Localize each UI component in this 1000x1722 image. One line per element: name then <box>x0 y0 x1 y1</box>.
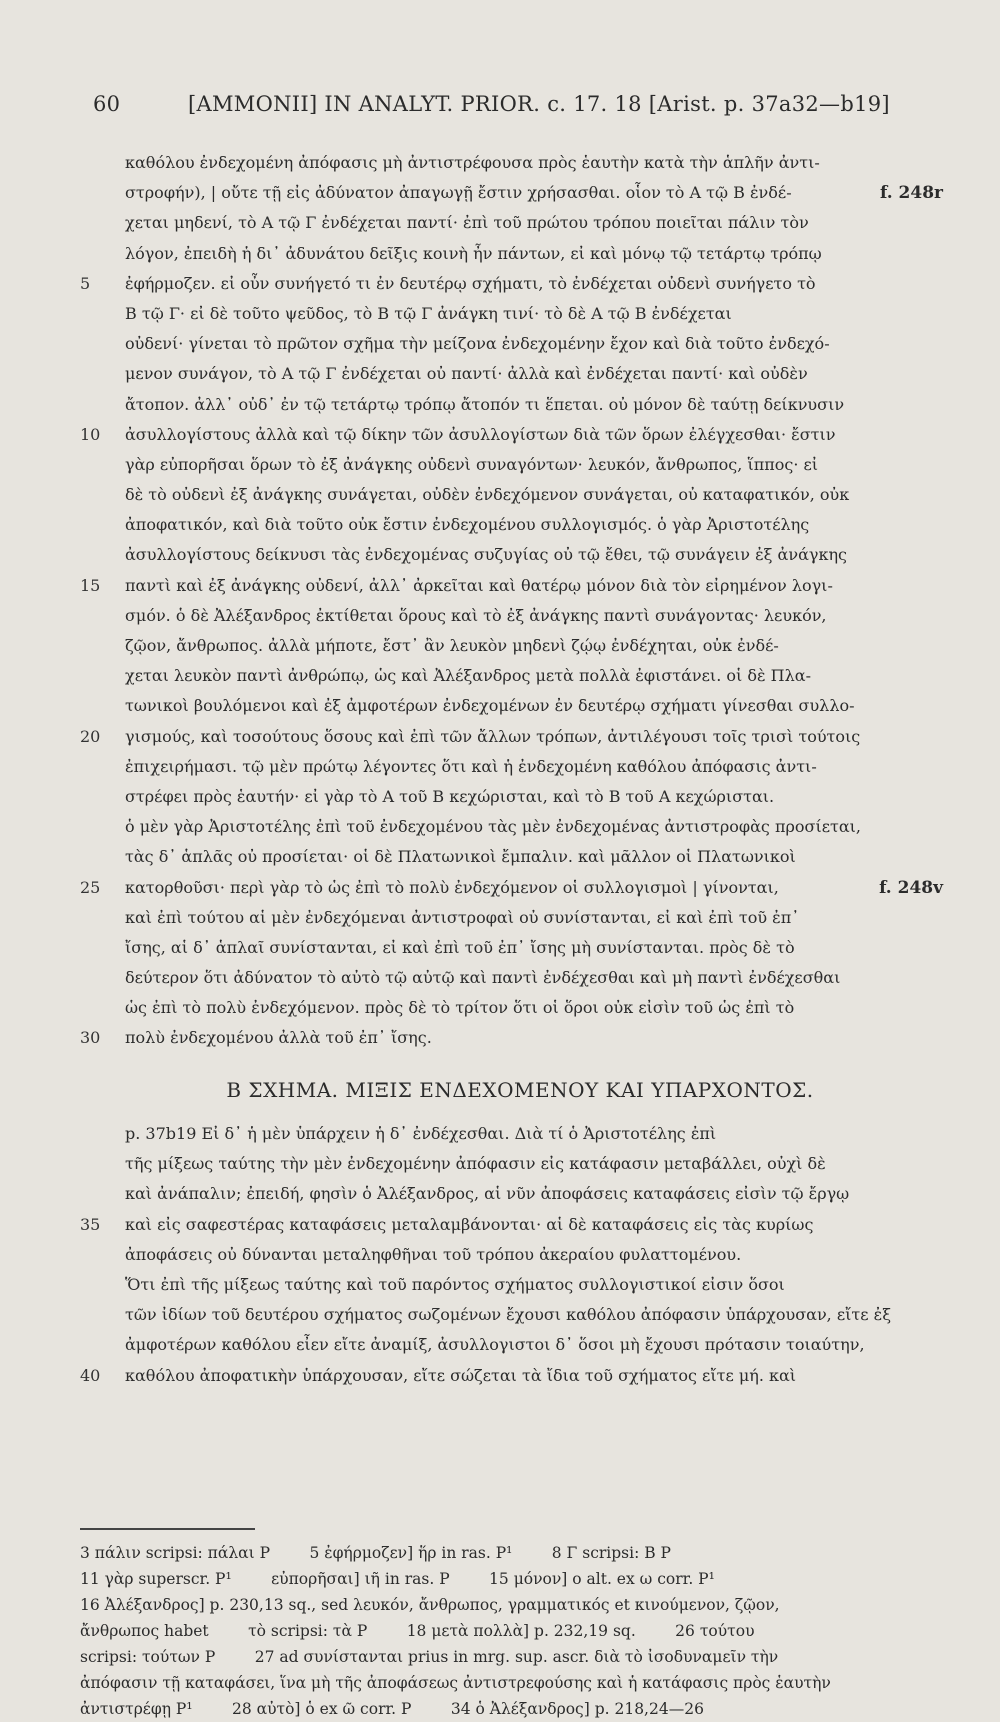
text-line <box>125 540 915 570</box>
footnote-line: ἀντιστρέφῃ P¹ 28 αὐτὸ] ὁ ex ῶ corr. P 34 ὁ Ἀλέξανδρος] p. 218,24—26 <box>80 1700 704 1718</box>
line-text: ζῷον, ἄνθρωπος. ἀλλὰ μήποτε, ἔστ᾽ ἂν λευκὸν μηδενὶ ζῴῳ ἐνδέχηται, οὐκ ἐνδέ- <box>125 636 779 655</box>
text-line <box>125 450 915 480</box>
line-text: χεται μηδενί, τὸ Α τῷ Γ ἐνδέχεται παντί· ἐπὶ τοῦ πρώτου τρόπου ποιεῖται πάλιν τὸν <box>125 213 809 233</box>
line-text: στρέφει πρὸς ἑαυτήν· εἰ γὰρ τὸ Α τοῦ Β κεχώρισται, καὶ τὸ Β τοῦ Α κεχώρισται. <box>125 786 775 806</box>
line-text: καὶ εἰς σαφεστέρας καταφάσεις μεταλαμβάνονται· αἱ δὲ καταφάσεις εἰς τὰς κυρίως <box>125 1214 814 1234</box>
text-line <box>125 208 915 238</box>
footnote-line: ἀπόφασιν τῇ καταφάσει, ἵνα μὴ τῆς ἀποφάσεως ἀντιστρεφούσης καὶ ἡ κατάφασις πρὸς ἑαυτὴν <box>80 1674 831 1692</box>
line-text: ἀμφοτέρων καθόλου εἶεν εἴτε ἀναμίξ, ἀσυλλογιστοι δ᾽ ὅσοι μὴ ἔχουσι πρότασιν τοιαύτην, <box>125 1335 865 1355</box>
line-text: ἐφήρμοζεν. εἰ οὖν συνήγετό τι ἐν δευτέρῳ σχήματι, τὸ ἐνδέχεται οὐδενὶ συνήγετο τὸ <box>125 273 816 293</box>
line-number: 15 <box>80 575 101 595</box>
text-line <box>125 1330 915 1360</box>
line-text: δεύτερον ὅτι ἀδύνατον τὸ αὐτὸ τῷ αὐτῷ καὶ παντὶ ἐνδέχεσθαι καὶ μὴ παντὶ ἐνδέχεσθαι <box>125 968 841 988</box>
text-line <box>125 1240 915 1270</box>
line-text: στροφήν), | οὔτε τῇ εἰς ἀδύνατον ἀπαγωγῇ ἔστιν χρήσασθαι. οἷον τὸ Α τῷ Β ἐνδέ- <box>125 183 792 203</box>
text-line <box>125 510 915 540</box>
text-line <box>125 299 915 329</box>
line-text: χεται λευκὸν παντὶ ἀνθρώπῳ, ὡς καὶ Ἀλέξανδρος μετὰ πολλὰ ἐφιστάνει. οἱ δὲ Πλα- <box>125 666 811 686</box>
text-line <box>125 1300 915 1330</box>
line-text: καὶ ἐπὶ τούτου αἱ μὲν ἐνδεχόμεναι ἀντιστροφαὶ οὐ συνίστανται, εἰ καὶ ἐπὶ τοῦ ἐπ᾽ <box>125 907 800 927</box>
line-number: 5 <box>80 273 91 293</box>
line-text: p. 37b19 Εἰ δ᾽ ἡ μὲν ὑπάρχειν ἡ δ᾽ ἐνδέχεσθαι. Διὰ τί ὁ Ἀριστοτέλης ἐπὶ <box>125 1124 717 1143</box>
text-line <box>80 269 915 299</box>
line-text: ἄτοπον. ἀλλ᾽ οὐδ᾽ ἐν τῷ τετάρτῳ τρόπῳ ἄτοπόν τι ἕπεται. οὐ μόνον δὲ ταύτῃ δείκνυσιν <box>125 394 845 414</box>
text-line <box>125 1119 915 1149</box>
page-header <box>93 92 933 122</box>
text-line <box>125 993 915 1023</box>
text-line <box>80 1023 915 1053</box>
footnote-line: ἄνθρωπος habet τὸ scripsi: τὰ P 18 μετὰ πολλὰ] p. 232,19 sq. 26 τούτου <box>80 1622 755 1640</box>
apparatus-criticus <box>80 1540 920 1722</box>
text-line <box>125 963 915 993</box>
line-text: τωνικοὶ βουλόμενοι καὶ ἐξ ἀμφοτέρων ἐνδεχομένων ἐν δευτέρῳ σχήματι γίνεσθαι συλλο- <box>125 696 855 716</box>
line-text: κατορθοῦσι· περὶ γὰρ τὸ ὡς ἐπὶ τὸ πολὺ ἐνδεχόμενον οἱ συλλογισμοὶ | γίνονται, <box>125 877 779 897</box>
running-title: [AMMONII] IN ANALYT. PRIOR. c. 17. 18 [Arist. p. 37a32—b19] <box>188 92 890 116</box>
footnote-rule <box>80 1528 255 1530</box>
text-line <box>125 148 915 178</box>
line-text: παντὶ καὶ ἐξ ἀνάγκης οὐδενί, ἀλλ᾽ ἀρκεῖται καὶ θατέρῳ μόνον διὰ τὸν εἰρημένον λογι- <box>125 575 833 595</box>
footnote-line: scripsi: τούτων P 27 ad συνίστανται prius in mrg. sup. ascr. διὰ τὸ ἰσοδυναμεῖν τὴν <box>80 1648 779 1666</box>
line-text: ἀσυλλογίστους ἀλλὰ καὶ τῷ δίκην τῶν ἀσυλλογίστων διὰ τῶν ὅρων ἐλέγχεσθαι· ἔστιν <box>125 424 836 444</box>
line-text: ἐπιχειρήμασι. τῷ μὲν πρώτῳ λέγοντες ὅτι καὶ ἡ ἐνδεχομένη καθόλου ἀπόφασις ἀντι- <box>125 756 817 776</box>
line-number: 25 <box>80 877 101 897</box>
line-number: 40 <box>80 1365 101 1385</box>
text-line <box>125 1179 915 1209</box>
text-line <box>80 1210 915 1240</box>
line-text: δὲ τὸ οὐδενὶ ἐξ ἀνάγκης συνάγεται, οὐδὲν ἐνδεχόμενον συνάγεται, οὐ καταφατικόν, οὐκ <box>125 485 850 505</box>
text-line <box>125 842 915 872</box>
line-number: 35 <box>80 1214 101 1234</box>
line-text: Β τῷ Γ· εἰ δὲ τοῦτο ψεῦδος, τὸ Β τῷ Γ ἀνάγκη τινί· τὸ δὲ Α τῷ Β ἐνδέχεται <box>125 303 732 323</box>
text-line <box>125 661 915 691</box>
text-line <box>125 601 915 631</box>
section-heading: B ΣΧΗΜΑ. ΜΙΞΙΣ ΕΝΔΕΧΟΜΕΝΟΥ ΚΑΙ ΥΠΑΡΧΟΝΤΟΣ. <box>226 1078 814 1102</box>
text-line <box>125 691 915 721</box>
line-text: μενον συνάγον, τὸ Α τῷ Γ ἐνδέχεται οὐ παντί· ἀλλὰ καὶ ἐνδέχεται παντί· καὶ οὐδὲν <box>125 364 808 384</box>
line-text: τὰς δ᾽ ἁπλᾶς οὐ προσίεται· οἱ δὲ Πλατωνικοὶ ἔμπαλιν. καὶ μᾶλλον οἱ Πλατωνικοὶ <box>125 847 796 867</box>
text-line <box>80 873 943 903</box>
text-line <box>125 782 915 812</box>
line-text: τῆς μίξεως ταύτης τὴν μὲν ἐνδεχομένην ἀπόφασιν εἰς κατάφασιν μεταβάλλει, οὐχὶ δὲ <box>125 1154 826 1174</box>
line-text: ὡς ἐπὶ τὸ πολὺ ἐνδεχόμενον. πρὸς δὲ τὸ τρίτον ὅτι οἱ ὅροι οὐκ εἰσὶν τοῦ ὡς ἐπὶ τὸ <box>125 998 795 1018</box>
text-line <box>80 420 915 450</box>
section-text <box>80 1119 915 1391</box>
line-text: γισμούς, καὶ τοσούτους ὅσους καὶ ἐπὶ τῶν ἄλλων τρόπων, ἀντιλέγουσι τοῖς τρισὶ τούτοις <box>125 726 861 746</box>
line-text: καθόλου ἀποφατικὴν ὑπάρχουσαν, εἴτε σώζεται τὰ ἴδια τοῦ σχήματος εἴτε μή. καὶ <box>125 1365 797 1385</box>
line-text: σμόν. ὁ δὲ Ἀλέξανδρος ἐκτίθεται ὅρους καὶ τὸ ἐξ ἀνάγκης παντὶ συνάγοντας· λευκόν, <box>125 605 827 625</box>
line-text: λόγον, ἐπειδὴ ἡ δι᾽ ἀδυνάτου δεῖξις κοινὴ ἦν πάντων, εἰ καὶ μόνῳ τῷ τετάρτῳ τρόπῳ <box>125 243 822 263</box>
line-text: ἴσης, αἱ δ᾽ ἁπλαῖ συνίστανται, εἰ καὶ ἐπὶ τοῦ ἐπ᾽ ἴσης μὴ συνίστανται. πρὸς δὲ τὸ <box>125 937 795 957</box>
text-line <box>80 571 915 601</box>
text-line <box>80 722 915 752</box>
line-text: οὐδενί· γίνεται τὸ πρῶτον σχῆμα τὴν μείζονα ἐνδεχομένην ἔχον καὶ διὰ τοῦτο ἐνδεχό- <box>125 334 830 354</box>
line-text: ὁ μὲν γὰρ Ἀριστοτέλης ἐπὶ τοῦ ἐνδεχομένου τὰς μὲν ἐνδεχομένας ἀντιστροφὰς προσίεται, <box>125 817 862 837</box>
text-line <box>125 329 915 359</box>
line-number: 20 <box>80 726 101 746</box>
footnote-line: 11 γὰρ superscr. P¹ εὐπορῆσαι] ιῆ in ras. P 15 μόνον] ο alt. ex ω corr. P¹ <box>80 1570 715 1588</box>
line-text: πολὺ ἐνδεχομένου ἀλλὰ τοῦ ἐπ᾽ ἴσης. <box>125 1028 432 1048</box>
line-text: ἀποφάσεις οὐ δύνανται μεταληφθῆναι τοῦ τρόπου ἀκεραίου φυλαττομένου. <box>125 1244 742 1264</box>
page-number: 60 <box>93 92 121 116</box>
footnote-line: 3 πάλιν scripsi: πάλαι P 5 ἐφήρμοζεν] ἥρ in ras. P¹ 8 Γ scripsi: Β P <box>80 1544 671 1562</box>
text-line <box>125 903 915 933</box>
text-line <box>125 480 915 510</box>
main-text <box>80 148 943 1054</box>
text-line <box>125 812 915 842</box>
text-line <box>125 1270 915 1300</box>
line-text: καὶ ἀνάπαλιν; ἐπειδή, φησὶν ὁ Ἀλέξανδρος, αἱ νῦν ἀποφάσεις καταφάσεις εἰσὶν τῷ ἔργῳ <box>125 1184 850 1204</box>
text-line <box>125 933 915 963</box>
line-text: ἀσυλλογίστους δείκνυσι τὰς ἐνδεχομένας συζυγίας οὐ τῷ ἔθει, τῷ συνάγειν ἐξ ἀνάγκης <box>125 545 847 565</box>
text-line <box>80 1361 915 1391</box>
text-line <box>125 752 915 782</box>
section-2 <box>80 1075 915 1391</box>
text-line <box>125 239 915 269</box>
folio-marker: f. 248r <box>880 183 943 204</box>
text-line <box>125 359 915 389</box>
line-number: 30 <box>80 1028 101 1048</box>
folio-marker: f. 248v <box>879 877 943 898</box>
text-line <box>125 178 943 208</box>
text-line <box>125 631 915 661</box>
line-text: τῶν ἰδίων τοῦ δευτέρου σχήματος σωζομένων ἔχουσι καθόλου ἀπόφασιν ὑπάρχουσαν, εἴτε ἐξ <box>125 1305 892 1325</box>
line-text: Ὅτι ἐπὶ τῆς μίξεως ταύτης καὶ τοῦ παρόντος σχήματος συλλογιστικοί εἰσιν ὅσοι <box>125 1274 785 1294</box>
text-line <box>125 1149 915 1179</box>
line-text: καθόλου ἐνδεχομένη ἀπόφασις μὴ ἀντιστρέφουσα πρὸς ἑαυτὴν κατὰ τὴν ἁπλῆν ἀντι- <box>125 153 820 172</box>
line-text: γὰρ εὐπορῆσαι ὅρων τὸ ἐξ ἀνάγκης οὐδενὶ συναγόντων· λευκόν, ἄνθρωπος, ἵππος· εἰ <box>125 454 819 474</box>
text-line <box>125 390 915 420</box>
line-text: ἀποφατικόν, καὶ διὰ τοῦτο οὐκ ἔστιν ἐνδεχομένου συλλογισμός. ὁ γὰρ Ἀριστοτέλης <box>125 515 810 535</box>
line-number: 10 <box>80 424 101 444</box>
footnote-line: 16 Ἀλέξανδρος] p. 230,13 sq., sed λευκόν, ἄνθρωπος, γραμματικός et κινούμενον, ζῷον, <box>80 1596 780 1614</box>
